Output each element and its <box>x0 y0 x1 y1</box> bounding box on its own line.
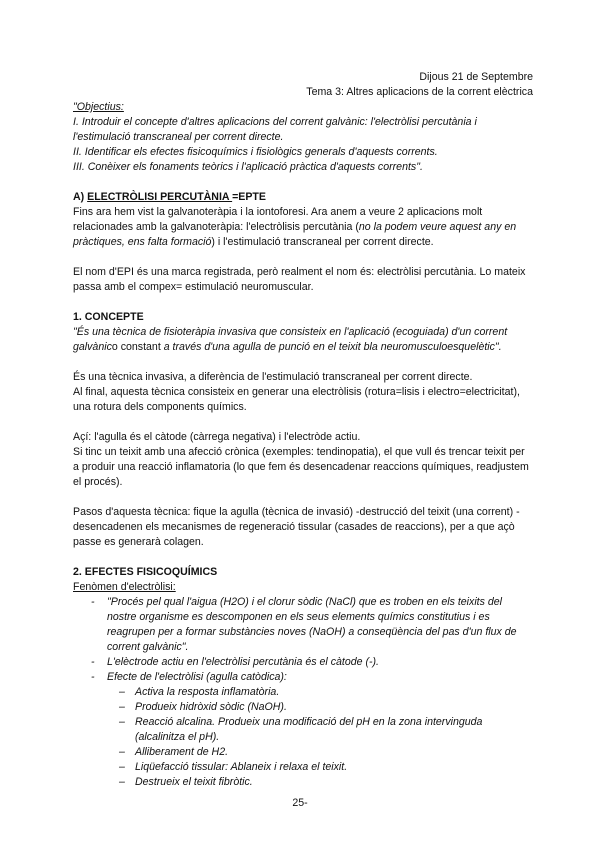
list-item <box>73 595 533 655</box>
quote-text: o constant <box>111 341 164 353</box>
concept-paragraph: És una tècnica invasiva, a diferència de l'estimulació transcraneal per corrent directe. <box>73 371 473 383</box>
list-item <box>73 655 533 670</box>
objective-item: III. Conèixer els fonaments teòrics i l'aplicació pràctica d'aquests corrents". <box>73 161 423 173</box>
quote-text: "És una tècnica de fisioteràpia invasiva que consisteix en l'aplicació (ecoguiada) d'un corrent galvànic <box>73 326 508 353</box>
objective-item: II. Identificar els efectes fisicoquímics i fisiològics generals d'aquests corrents. <box>73 146 438 158</box>
header-topic: Tema 3: Altres aplicacions de la corrent elèctrica <box>306 86 533 98</box>
section-2-heading: 2. EFECTES FISICOQUÍMICS <box>73 566 218 578</box>
list-item-text: L'elèctrode actiu en l'electròlisi percutània és el càtode (-). <box>107 656 379 668</box>
paragraph-text: ) i l'estimulació transcraneal per corrent directe. <box>211 236 434 248</box>
document-page <box>73 70 533 790</box>
sub-list-item <box>73 745 533 760</box>
section-a-heading <box>73 190 533 205</box>
list-item-text: Produeix hidròxid sòdic (NaOH). <box>135 701 287 713</box>
concept-paragraph: Al final, aquesta tècnica consisteix en generar una electròlisis (rotura=lisis i electro=electricitat), una rotura dels components químics. <box>73 386 520 413</box>
section-2-subtitle: Fenòmen d'electròlisi: <box>73 581 176 593</box>
section-a-paragraph: El nom d'EPI és una marca registrada, però realment el nom és: electròlisi percutània. Lo mateix passa amb el compex= estimulació neuromuscular. <box>73 266 526 293</box>
bullet: – <box>119 701 125 713</box>
bullet: – <box>119 746 125 758</box>
section-a-suffix: =EPTE <box>232 191 266 203</box>
concept-paragraph: Pasos d'aquesta tècnica: fique la agulla (tècnica de invasió) -destrucció del teixit (una corrent) - desencadenen els mecanismes de regeneració tissular (casades de reaccions), per a que açò passe es generarà colagen. <box>73 506 520 548</box>
page-number: 25- <box>292 797 308 809</box>
sub-list-item <box>73 760 533 775</box>
bullet: – <box>119 716 125 728</box>
paragraph-text: Fins ara hem vist la galvanoteràpia i la iontoforesi. Ara anem a veure 2 aplicacions molt relacionades amb la galvanoteràpia: l'electròlisis percutània ( <box>73 206 483 233</box>
list-item-text: Alliberament de H2. <box>135 746 229 758</box>
paragraph-italic: no la podem veure aquest any en pràctiques, ens falta formació <box>73 221 517 248</box>
list-item-text: Liqüefacció tissular: Ablaneix i relaxa el teixit. <box>135 761 348 773</box>
objectives-title: "Objectius: <box>73 101 124 113</box>
list-item <box>73 670 533 685</box>
sub-list-item <box>73 715 533 745</box>
objective-item: I. Introduir el concepte d'altres aplicacions del corrent galvànic: l'electròlisi percutània i l'estimulació transcraneal per corrent directe. <box>73 116 477 143</box>
bullet: - <box>91 656 95 668</box>
bullet: – <box>119 686 125 698</box>
sub-list-item <box>73 775 533 790</box>
section-1-heading: 1. CONCEPTE <box>73 311 144 323</box>
quote-text: a través d'una agulla de punció en el teixit bla neuromusculoesquelètic". <box>163 341 502 353</box>
sub-list-item <box>73 685 533 700</box>
section-a-prefix: A) <box>73 191 88 203</box>
bullet: – <box>119 761 125 773</box>
list-item-text: Efecte de l'electròlisi (agulla catòdica): <box>107 671 287 683</box>
section-a-title: ELECTRÒLISI PERCUTÀNIA <box>87 191 233 203</box>
header-date: Dijous 21 de Septembre <box>419 71 533 83</box>
bullet: - <box>91 596 95 608</box>
bullet: - <box>91 671 95 683</box>
concept-quote <box>73 325 533 355</box>
list-item-text: "Procés pel qual l'aigua (H2O) i el clorur sòdic (NaCl) que es troben en els teixits del nostre organisme es descomponen en els seus elements químics constitutius i es reagrupen per a formar substàncies noves (NaOH) a conseqüència del pas d'un flux de corrent galvànic". <box>107 596 517 653</box>
concept-paragraph: Si tinc un teixit amb una afecció crònica (exemples: tendinopatia), el que vull és trencar teixit per a produir una reacció inflamatoria (lo que fem és desencadenar reaccions químiques, readjustem el procés). <box>73 446 529 488</box>
effects-list <box>73 595 533 790</box>
concept-paragraph: Açí: l'agulla és el càtode (càrrega negativa) i l'electròde actiu. <box>73 431 361 443</box>
sub-list-item <box>73 700 533 715</box>
list-item-text: Reacció alcalina. Produeix una modificació del pH en la zona intervinguda (alcalinitza el pH). <box>135 716 483 743</box>
section-a-paragraph <box>73 205 533 250</box>
list-item-text: Activa la resposta inflamatòria. <box>135 686 280 698</box>
bullet: – <box>119 776 125 788</box>
list-item-text: Destrueix el teixit fibròtic. <box>135 776 253 788</box>
